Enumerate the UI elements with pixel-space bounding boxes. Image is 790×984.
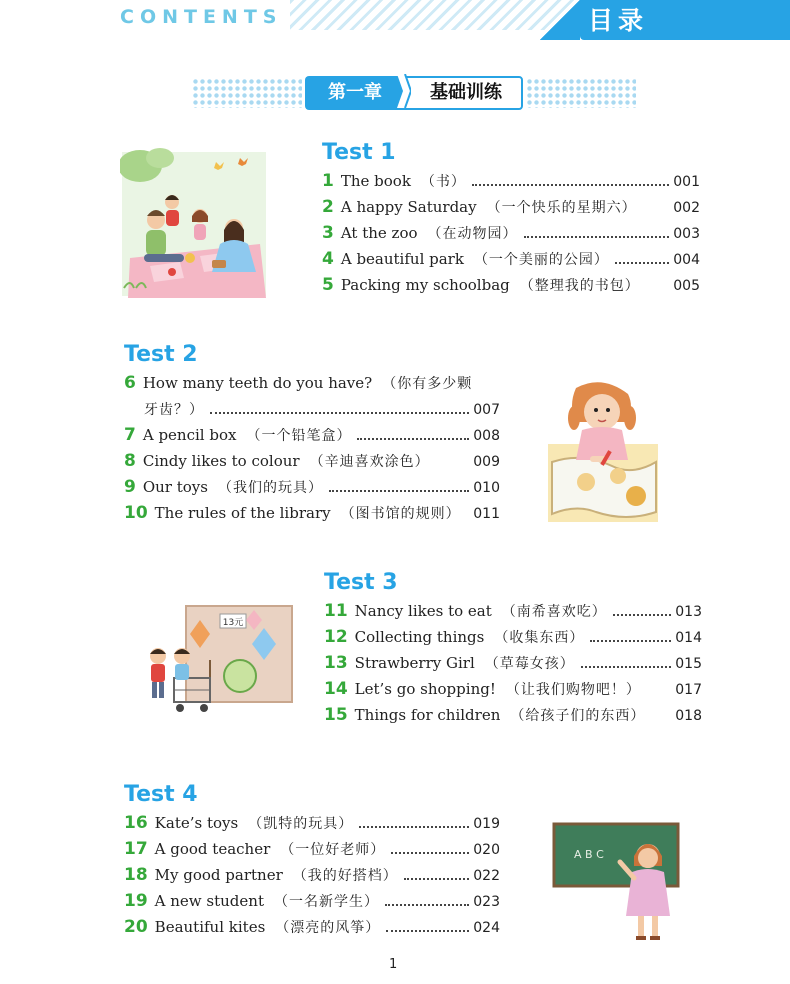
test-title: Test 4	[124, 782, 198, 807]
lesson-item[interactable]	[124, 839, 500, 865]
lesson-item[interactable]	[322, 249, 700, 275]
lesson-page: 022	[473, 868, 500, 884]
lesson-title-cn: （我们的玩具）	[217, 480, 323, 496]
shopping-kids-illustration	[144, 600, 294, 724]
lesson-item-continued[interactable]	[124, 399, 500, 425]
coloring-girl-illustration	[546, 378, 666, 524]
dot-leader	[590, 640, 671, 642]
chapter-name: 基础训练	[395, 76, 523, 110]
lesson-item[interactable]	[322, 197, 700, 223]
test-title: Test 1	[322, 140, 396, 165]
lesson-title-cn: （辛迪喜欢涂色）	[309, 454, 430, 470]
lesson-number: 4	[322, 249, 334, 269]
lesson-item[interactable]	[322, 223, 700, 249]
lesson-title-en: Things for children	[354, 706, 501, 724]
header-title: 目录	[588, 6, 649, 35]
lesson-item[interactable]	[324, 627, 702, 653]
lesson-page: 001	[673, 174, 700, 190]
page-header	[0, 0, 790, 42]
lesson-title-en: A happy Saturday	[340, 198, 477, 216]
lesson-page: 019	[473, 816, 500, 832]
lesson-title-cn: （一名新学生）	[273, 894, 379, 910]
lesson-page: 004	[673, 252, 700, 268]
chapter-number: 第一章	[305, 76, 405, 110]
price-tag-text: 13元	[222, 618, 244, 628]
test-title: Test 3	[324, 570, 398, 595]
lesson-page: 008	[473, 428, 500, 444]
lesson-item[interactable]	[124, 477, 500, 503]
lesson-item[interactable]	[324, 705, 702, 731]
lesson-page: 009	[473, 454, 500, 470]
lesson-title-cn: （一个快乐的星期六）	[486, 200, 637, 216]
lesson-number: 15	[324, 705, 348, 725]
lesson-page: 002	[673, 200, 700, 216]
lesson-number: 20	[124, 917, 148, 937]
lesson-item[interactable]	[322, 275, 700, 301]
lesson-title-en: Collecting things	[354, 628, 485, 646]
lesson-number: 12	[324, 627, 348, 647]
lesson-item[interactable]	[124, 865, 500, 891]
lesson-title-en: At the zoo	[340, 224, 418, 242]
lesson-title-en: The book	[340, 172, 411, 190]
lesson-title-cn: （书）	[420, 174, 466, 190]
dot-leader	[385, 904, 469, 906]
test-title: Test 2	[124, 342, 198, 367]
lesson-page: 005	[673, 278, 700, 294]
lesson-title-cn: （给孩子们的东西）	[510, 708, 646, 724]
dot-leader	[210, 412, 469, 414]
lesson-title-en: My good partner	[154, 866, 283, 884]
dot-leader	[386, 930, 469, 932]
lesson-page: 013	[675, 604, 702, 620]
lesson-title-cn: （南希喜欢吃）	[501, 604, 607, 620]
lesson-item[interactable]	[124, 425, 500, 451]
lesson-title-en: A pencil box	[142, 426, 237, 444]
lesson-item[interactable]	[124, 503, 500, 529]
lesson-title-en: A good teacher	[154, 840, 271, 858]
dot-leader	[404, 878, 470, 880]
lesson-number: 5	[322, 275, 334, 295]
lesson-title-en: Beautiful kites	[154, 918, 266, 936]
lesson-title-en: Packing my schoolbag	[340, 276, 510, 294]
lesson-item[interactable]	[124, 373, 500, 399]
lesson-item[interactable]	[324, 679, 702, 705]
lesson-title-cn: （在动物园）	[427, 226, 518, 242]
lesson-item[interactable]	[324, 653, 702, 679]
lesson-number: 1	[322, 171, 334, 191]
lesson-title-cn: （漂亮的风筝）	[275, 920, 381, 936]
lesson-title-en: The rules of the library	[154, 504, 331, 522]
lesson-number: 11	[324, 601, 348, 621]
test-section-1	[322, 140, 700, 301]
dot-leader	[472, 184, 669, 186]
lesson-page: 015	[675, 656, 702, 672]
lesson-title-cn: （一个美丽的公园）	[473, 252, 609, 268]
lesson-title-en: A new student	[154, 892, 264, 910]
lesson-number: 2	[322, 197, 334, 217]
lesson-title-en: Kate’s toys	[154, 814, 239, 832]
dot-leader	[359, 826, 469, 828]
lesson-page: 003	[673, 226, 700, 242]
lesson-number: 10	[124, 503, 148, 523]
lesson-number: 3	[322, 223, 334, 243]
lesson-item[interactable]	[324, 601, 702, 627]
dot-pattern-left	[192, 78, 302, 108]
lesson-page: 023	[473, 894, 500, 910]
dot-leader	[329, 490, 469, 492]
picnic-family-illustration	[120, 148, 268, 298]
lesson-number: 16	[124, 813, 148, 833]
lesson-title-cn: （让我们购物吧！）	[505, 682, 641, 698]
lesson-item[interactable]	[124, 891, 500, 917]
dot-leader	[357, 438, 469, 440]
lesson-title-cn: （你有多少颗	[382, 376, 473, 392]
lesson-item[interactable]	[124, 451, 500, 477]
contents-label: CONTENTS	[120, 6, 283, 28]
lesson-page: 007	[473, 402, 500, 418]
lesson-title-en: Nancy likes to eat	[354, 602, 492, 620]
teacher-blackboard-illustration	[552, 820, 684, 944]
lesson-title-en: Let’s go shopping!	[354, 680, 496, 698]
lesson-title-cn: （一个铅笔盒）	[246, 428, 352, 444]
lesson-number: 6	[124, 373, 136, 393]
lesson-page: 020	[473, 842, 500, 858]
lesson-title-en: Our toys	[142, 478, 208, 496]
lesson-title-cn: 牙齿？）	[144, 402, 204, 418]
dot-leader	[613, 614, 672, 616]
lesson-number: 9	[124, 477, 136, 497]
lesson-title-cn: （凯特的玩具）	[248, 816, 354, 832]
lesson-page: 018	[675, 708, 702, 724]
lesson-number: 19	[124, 891, 148, 911]
lesson-number: 18	[124, 865, 148, 885]
lesson-title-en: Strawberry Girl	[354, 654, 475, 672]
lesson-page: 011	[473, 506, 500, 522]
dot-leader	[615, 262, 669, 264]
lesson-page: 014	[675, 630, 702, 646]
lesson-title-cn: （我的好搭档）	[292, 868, 398, 884]
lesson-title-cn: （整理我的书包）	[519, 278, 640, 294]
lesson-number: 13	[324, 653, 348, 673]
dot-leader	[524, 236, 670, 238]
dot-pattern-right	[526, 78, 636, 108]
lesson-item[interactable]	[124, 917, 500, 943]
lesson-number: 17	[124, 839, 148, 859]
test-section-4	[124, 782, 500, 943]
lesson-page: 010	[473, 480, 500, 496]
lesson-number: 8	[124, 451, 136, 471]
chapter-banner	[305, 76, 523, 110]
lesson-title-cn: （图书馆的规则）	[340, 506, 461, 522]
dot-leader	[391, 852, 469, 854]
lesson-title-en: A beautiful park	[340, 250, 464, 268]
chapter-notch-icon	[397, 74, 411, 108]
lesson-title-cn: （草莓女孩）	[484, 656, 575, 672]
lesson-item[interactable]	[322, 171, 700, 197]
lesson-number: 14	[324, 679, 348, 699]
page-number: 1	[389, 957, 398, 972]
lesson-title-cn: （一位好老师）	[280, 842, 386, 858]
lesson-number: 7	[124, 425, 136, 445]
lesson-title-en: How many teeth do you have?	[142, 374, 373, 392]
blackboard-text: A B C	[574, 848, 604, 861]
test-section-2	[124, 342, 500, 529]
lesson-title-en: Cindy likes to colour	[142, 452, 300, 470]
lesson-page: 024	[473, 920, 500, 936]
lesson-page: 017	[675, 682, 702, 698]
dot-leader	[581, 666, 672, 668]
test-section-3	[324, 570, 702, 731]
lesson-item[interactable]	[124, 813, 500, 839]
lesson-title-cn: （收集东西）	[494, 630, 585, 646]
